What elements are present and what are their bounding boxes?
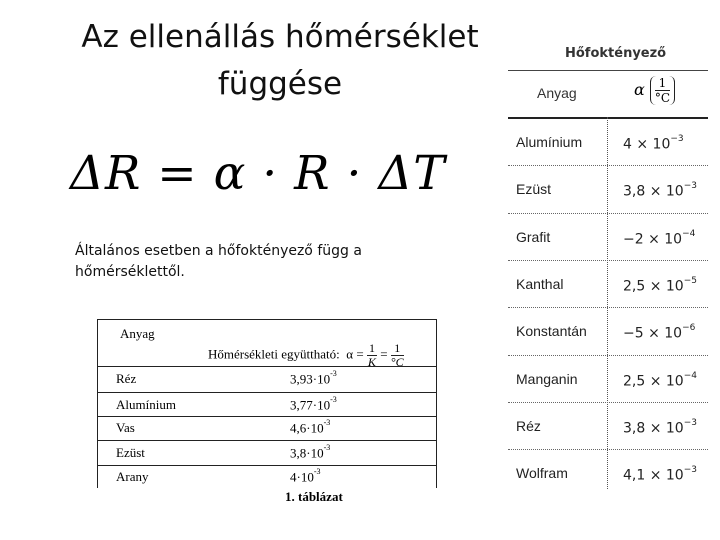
right-row-material: Manganin — [516, 370, 578, 387]
scan-header-material: Anyag — [120, 326, 155, 341]
right-row-divider — [508, 213, 708, 214]
title-line-2: függése — [217, 66, 343, 102]
right-row-divider — [508, 260, 708, 261]
right-table-row — [508, 449, 708, 496]
page-title — [60, 14, 500, 108]
right-table-row — [508, 165, 708, 212]
scan-table-header — [98, 320, 436, 367]
right-row-material: Wolfram — [516, 465, 568, 482]
scan-row-value: $3,8\cdot 10^{-3}$ — [290, 443, 331, 461]
right-header-alpha-symbol: α — [634, 80, 645, 99]
scan-table-caption: 1. táblázat — [285, 489, 343, 504]
scan-header-coefficient: Hőmérsékleti együttható: α = $\frac{1}{K}$ = $\frac{1}{^\circ C}$ — [208, 341, 404, 369]
right-row-coefficient: $-2 \times 10^{-4}$ — [623, 228, 696, 248]
right-table-row — [508, 260, 708, 307]
scanned-coefficient-table — [97, 319, 437, 488]
right-row-material: Alumínium — [516, 134, 583, 150]
scan-row-material: Alumínium — [116, 397, 176, 412]
right-row-coefficient: $-5 \times 10^{-6}$ — [623, 323, 696, 342]
right-row-coefficient: $4 \times 10^{-3}$ — [623, 134, 684, 153]
right-row-coefficient: $3,8 \times 10^{-3}$ — [623, 417, 697, 437]
right-row-material: Kanthal — [516, 275, 564, 292]
scan-header-alpha: α = — [346, 346, 364, 362]
right-row-material: Réz — [516, 417, 541, 434]
right-row-material: Grafit — [516, 228, 551, 245]
scan-unit-celsius: $\frac{1}{^\circ C}$ — [390, 341, 404, 369]
resistance-formula: ΔR = α · R · ΔT — [70, 146, 446, 201]
right-header-alpha — [634, 76, 675, 105]
scan-row-material: Ezüst — [116, 445, 145, 460]
right-table-row — [508, 355, 708, 402]
right-table-top-rule — [508, 70, 708, 71]
scan-row-material: Réz — [116, 371, 137, 386]
right-table-title: Hőfoktényező — [565, 46, 667, 61]
right-row-coefficient: $4,1 \times 10^{-3}$ — [623, 465, 697, 484]
scan-row-divider — [98, 392, 436, 393]
right-row-divider — [508, 355, 708, 356]
right-table-row — [508, 307, 708, 354]
right-row-divider — [508, 402, 708, 403]
scan-row-material: Vas — [116, 420, 135, 435]
right-row-coefficient: $2,5 \times 10^{-4}$ — [623, 370, 697, 390]
right-row-divider — [508, 307, 708, 308]
right-row-material: Ezüst — [516, 181, 552, 198]
right-header-unit: $\frac{1}{^\circ C}$ — [650, 76, 675, 105]
scan-header-coef-label: Hőmérsékleti együttható: — [208, 346, 340, 362]
note-text: Általános esetben a hőfoktényező függ a hőmérséklettől. — [75, 243, 362, 280]
scan-row-value: $4\cdot 10^{-3}$ — [290, 467, 321, 485]
right-row-coefficient: $3,8 \times 10^{-3}$ — [623, 181, 697, 200]
title-line-1: Az ellenállás hőmérséklet — [81, 19, 479, 55]
scan-unit-kelvin: $\frac{1}{K}$ — [367, 341, 376, 369]
right-header-material: Anyag — [537, 85, 577, 101]
scan-row-divider — [98, 465, 436, 466]
scan-row-divider — [98, 440, 436, 441]
right-row-coefficient: $2,5 \times 10^{-5}$ — [623, 275, 697, 295]
right-table-row — [508, 118, 708, 165]
right-table-row — [508, 213, 708, 260]
scan-row-material: Arany — [116, 469, 149, 484]
right-table-row — [508, 402, 708, 449]
right-row-divider — [508, 449, 708, 450]
scan-row-value: $4,6\cdot 10^{-3}$ — [290, 418, 331, 436]
scan-row-value: $3,77\cdot 10^{-3}$ — [290, 395, 337, 413]
right-row-material: Konstantán — [516, 323, 587, 340]
right-row-divider — [508, 165, 708, 166]
scan-row-value: $3,93\cdot 10^{-3}$ — [290, 369, 337, 387]
scan-row-divider — [98, 416, 436, 417]
